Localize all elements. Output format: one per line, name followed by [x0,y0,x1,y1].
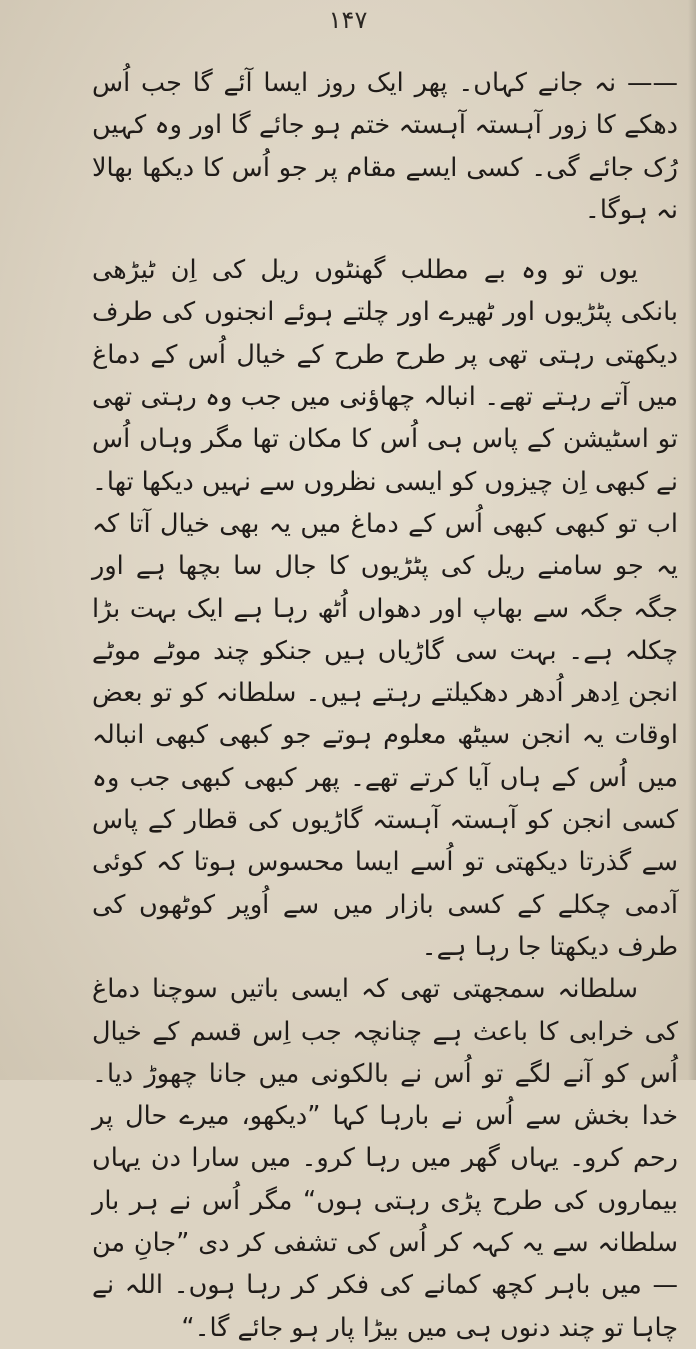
paragraph-gap [92,231,678,249]
paragraph-1: —— نہ جانے کہاں۔ پھر ایک روز ایسا آئے گا جب اُس دھکے کا زور آہستہ آہستہ ختم ہو جائے گا اور وہ کہیں رُک جائے گی۔ کسی ایسے مقام پر جو اُس کا دیکھا بھالا نہ ہوگا۔ [92,68,678,225]
page-edge-shadow [688,0,696,1080]
paragraph-3: سلطانہ سمجھتی تھی کہ ایسی باتیں سوچنا دماغ کی خرابی کا باعث ہے چنانچہ جب اِس قسم کے خیال اُس کو آنے لگے تو اُس نے بالکونی میں جانا چھوڑ دیا۔ خدا بخش سے اُس نے بارہا کہا ”دیکھو، میرے حال پر رحم کرو۔ یہاں گھر میں رہا کرو۔ میں سارا دن یہاں بیماروں کی طرح پڑی رہتی ہوں“ مگر اُس نے ہر بار سلطانہ سے یہ کہہ کر اُس کی تشفی کر دی ”جانِ من — میں باہر کچھ کمانے کی فکر کر رہا ہوں۔ اللہ نے چاہا تو چند دنوں ہی میں بیڑا پار ہو جائے گا۔“ [92,974,678,1343]
page-number: ۱۴۷ [328,6,368,34]
page-text [92,62,678,1349]
paragraph-2: یوں تو وہ بے مطلب گھنٹوں ریل کی اِن ٹیڑھی بانکی پٹڑیوں اور ٹھیرے اور چلتے ہوئے انجنوں کی طرف دیکھتی رہتی تھی پر طرح طرح کے خیال اُس کے دماغ میں آتے رہتے تھے۔ انبالہ چھاؤنی میں جب وہ رہتی تھی تو اسٹیشن کے پاس ہی اُس کا مکان تھا مگر وہاں اُس نے کبھی اِن چیزوں کو ایسی نظروں سے نہیں دیکھا تھا۔ اب تو کبھی کبھی اُس کے دماغ میں یہ بھی خیال آتا کہ یہ جو سامنے ریل کی پٹڑیوں کا جال سا بچھا ہے اور جگہ جگہ سے بھاپ اور دھواں اُٹھ رہا ہے ایک بہت بڑا چکلہ ہے۔ بہت سی گاڑیاں ہیں جنکو چند موٹے موٹے انجن اِدھر اُدھر دھکیلتے رہتے ہیں۔ سلطانہ کو تو بعض اوقات یہ انجن سیٹھ معلوم ہوتے جو کبھی کبھی انبالہ میں اُس کے ہاں آیا کرتے تھے۔ پھر کبھی کبھی جب وہ کسی انجن کو آہستہ آہستہ گاڑیوں کی قطار کے پاس سے گذرتا دیکھتی تو اُسے ایسا محسوس ہوتا کہ کوئی آدمی چکلے کے کسی بازار میں سے اُوپر کوٹھوں کی طرف دیکھتا جا رہا ہے۔ [91,255,678,962]
